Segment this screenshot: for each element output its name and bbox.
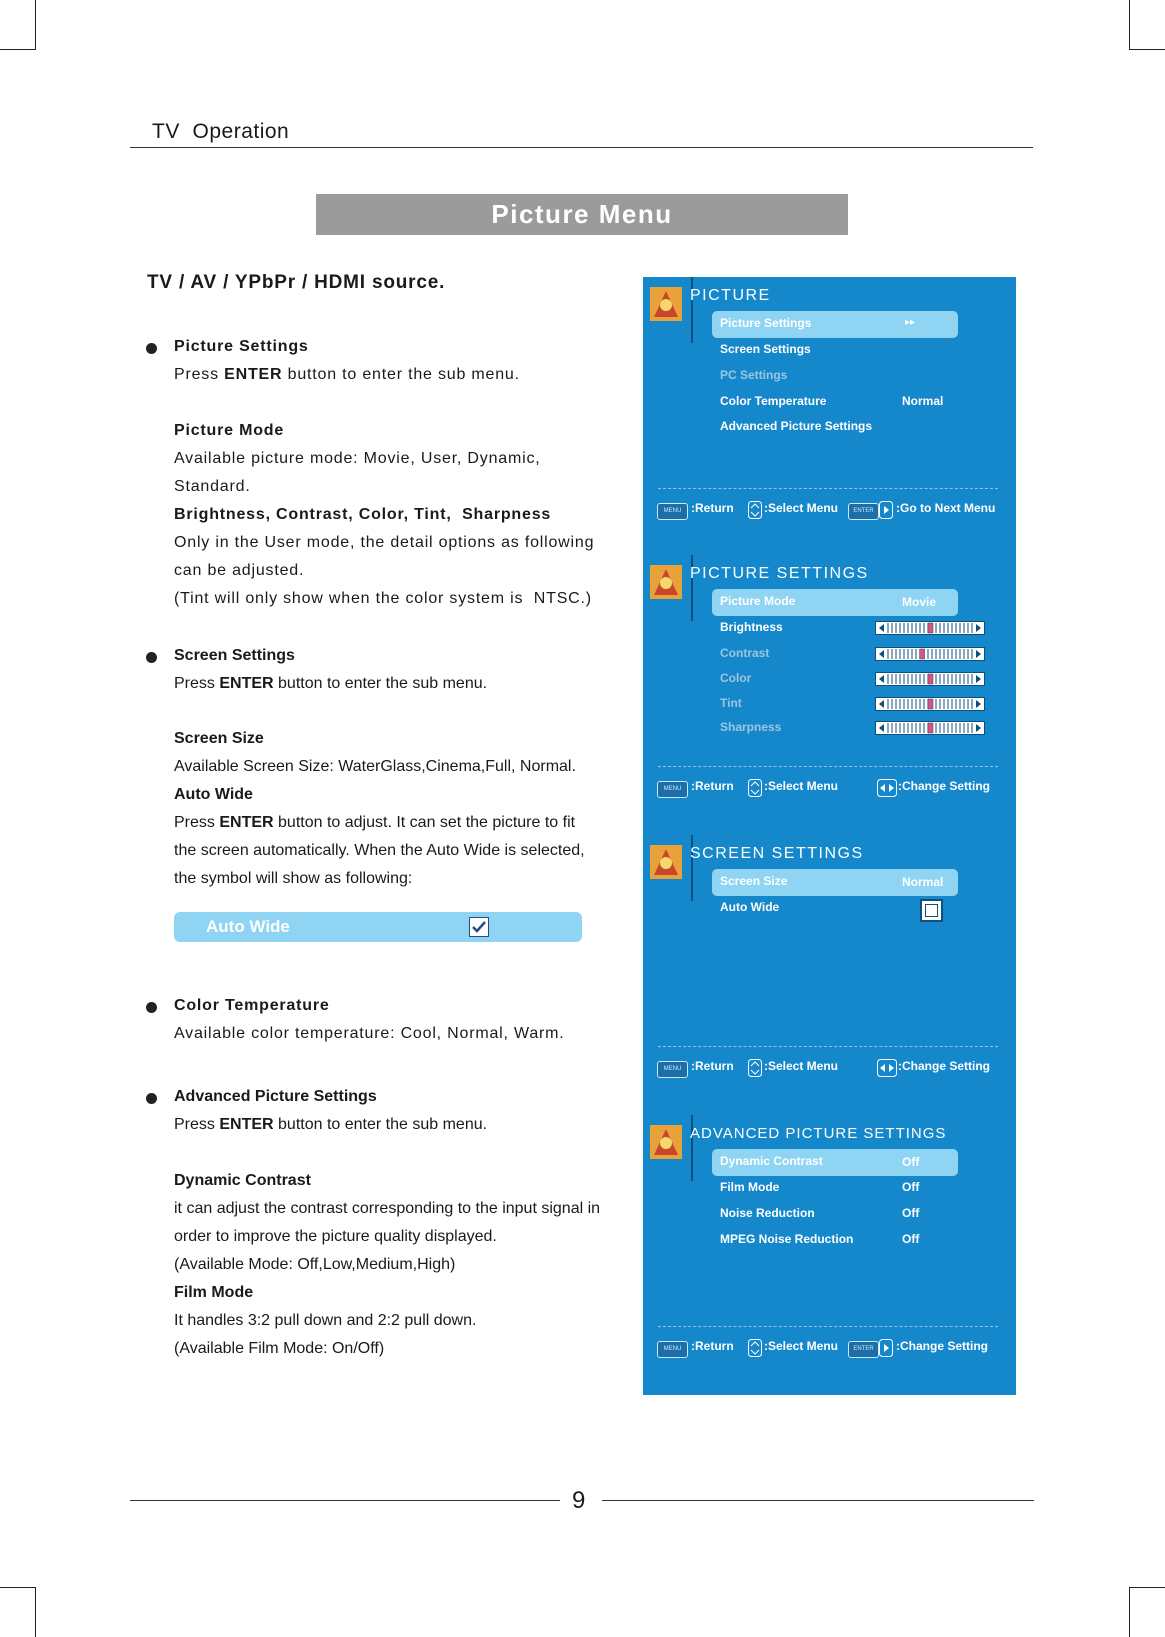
auto-wide-example-bar: [174, 912, 582, 942]
panel-title: PICTURE SETTINGS: [690, 565, 869, 582]
screen-size-desc: Available Screen Size: WaterGlass,Cinema,Full, Normal.: [174, 758, 576, 775]
enter-key-icon: ENTER: [848, 1341, 879, 1358]
source-heading: TV / AV / YPbPr / HDMI source.: [147, 272, 446, 293]
menu-logo-icon: [650, 287, 682, 321]
brightness-slider[interactable]: [875, 621, 985, 635]
dynamic-contrast-desc-3: (Available Mode: Off,Low,Medium,High): [174, 1256, 456, 1273]
brightness-desc-2: can be adjusted.: [174, 562, 305, 579]
panel-title: PICTURE: [690, 287, 771, 304]
return-hint: :Return: [691, 501, 734, 515]
screen-settings-desc: Press ENTER button to enter the sub menu.: [174, 675, 488, 692]
crop-mark: [35, 0, 36, 50]
auto-wide-heading: Auto Wide: [174, 786, 253, 803]
menu-item-picture-settings[interactable]: Picture Settings: [720, 316, 812, 330]
select-menu-hint: :Select Menu: [764, 779, 839, 793]
return-hint: :Return: [691, 779, 734, 793]
menu-item-color-temperature[interactable]: Color Temperature: [720, 394, 827, 408]
up-down-icon: [748, 779, 762, 797]
footer-divider: [658, 766, 998, 767]
dynamic-contrast-heading: Dynamic Contrast: [174, 1172, 311, 1189]
auto-wide-example-label: Auto Wide: [206, 917, 290, 936]
menu-item-screen-settings[interactable]: Screen Settings: [720, 342, 811, 356]
panel-title: ADVANCED PICTURE SETTINGS: [690, 1125, 947, 1142]
right-arrow-icon: [879, 501, 893, 519]
menu-logo-icon: [650, 845, 682, 879]
menu-item-tint: Tint: [720, 696, 742, 710]
change-setting-hint: :Change Setting: [898, 779, 990, 793]
osd-picture-panel: [643, 277, 1016, 557]
menu-item-advanced-settings[interactable]: Advanced Picture Settings: [720, 419, 873, 433]
picture-mode-heading: Picture Mode: [174, 422, 285, 439]
osd-screen-settings-panel: [643, 835, 1016, 1115]
panel-title: SCREEN SETTINGS: [690, 845, 864, 862]
return-hint: :Return: [691, 1339, 734, 1353]
brightness-desc-1: Only in the User mode, the detail options as following: [174, 534, 595, 551]
footer-divider: [658, 1046, 998, 1047]
noise-reduction-value: Off: [902, 1206, 920, 1220]
color-slider[interactable]: [875, 672, 985, 686]
film-mode-heading: Film Mode: [174, 1284, 254, 1301]
slider-knob: [920, 649, 925, 659]
crop-mark: [1129, 1587, 1165, 1588]
auto-wide-desc-2: the screen automatically. When the Auto Wide is selected,: [174, 842, 585, 859]
menu-item-picture-mode[interactable]: Picture Mode: [720, 594, 796, 608]
select-menu-hint: :Select Menu: [764, 1059, 839, 1073]
picture-mode-desc-1: Available picture mode: Movie, User, Dynamic,: [174, 450, 541, 467]
change-setting-hint: :Change Setting: [898, 1059, 990, 1073]
menu-item-mpeg-noise-reduction[interactable]: MPEG Noise Reduction: [720, 1232, 854, 1246]
return-hint: :Return: [691, 1059, 734, 1073]
film-mode-value: Off: [902, 1180, 920, 1194]
auto-wide-checkbox[interactable]: [920, 899, 943, 922]
menu-logo-icon: [650, 565, 682, 599]
footer-divider-right: [602, 1500, 1034, 1501]
menu-key-icon: MENU: [657, 1061, 688, 1078]
screen-settings-heading: Screen Settings: [174, 647, 295, 664]
auto-wide-desc-1: Press ENTER button to adjust. It can set the picture to fit: [174, 814, 576, 831]
change-setting-hint: :Change Setting: [896, 1339, 988, 1353]
menu-item-color: Color: [720, 671, 752, 685]
footer-divider: [658, 1326, 998, 1327]
osd-advanced-settings-panel: [643, 1115, 1016, 1395]
film-mode-desc-1: It handles 3:2 pull down and 2:2 pull down.: [174, 1312, 477, 1329]
menu-item-pc-settings: PC Settings: [720, 368, 788, 382]
dynamic-contrast-desc-1: it can adjust the contrast corresponding to the input signal in: [174, 1200, 601, 1217]
section-title: TV Operation: [152, 120, 290, 143]
menu-item-screen-size[interactable]: Screen Size: [720, 874, 788, 888]
brightness-desc-3: (Tint will only show when the color system is NTSC.): [174, 590, 592, 607]
menu-key-icon: MENU: [657, 503, 688, 520]
dynamic-contrast-value: Off: [902, 1155, 920, 1169]
left-right-icon: [877, 779, 897, 797]
slider-knob: [928, 723, 933, 733]
slider-knob: [928, 674, 933, 684]
footer-divider-left: [130, 1500, 560, 1501]
menu-item-sharpness: Sharpness: [720, 720, 782, 734]
menu-item-brightness[interactable]: Brightness: [720, 620, 783, 634]
select-menu-hint: :Select Menu: [764, 501, 839, 515]
sharpness-slider[interactable]: [875, 721, 985, 735]
crop-mark: [1129, 1587, 1130, 1637]
screen-size-value: Normal: [902, 875, 944, 889]
select-menu-hint: :Select Menu: [764, 1339, 839, 1353]
advanced-settings-desc: Press ENTER button to enter the sub menu.: [174, 1116, 488, 1133]
right-arrow-icon: [879, 1339, 893, 1357]
menu-item-auto-wide[interactable]: Auto Wide: [720, 900, 780, 914]
bullet: [146, 1093, 157, 1104]
mpeg-noise-reduction-value: Off: [902, 1232, 920, 1246]
header-divider: [130, 147, 1033, 148]
menu-key-icon: MENU: [657, 1341, 688, 1358]
crop-mark: [0, 1587, 36, 1588]
color-temperature-value: Normal: [902, 394, 944, 408]
menu-item-dynamic-contrast[interactable]: Dynamic Contrast: [720, 1154, 823, 1168]
left-right-icon: [877, 1059, 897, 1077]
color-temperature-desc: Available color temperature: Cool, Normal, Warm.: [174, 1025, 565, 1042]
osd-picture-settings-panel: [643, 555, 1016, 835]
color-temperature-heading: Color Temperature: [174, 997, 330, 1014]
bullet: [146, 652, 157, 663]
bullet: [146, 343, 157, 354]
menu-item-film-mode[interactable]: Film Mode: [720, 1180, 780, 1194]
picture-settings-desc: Press ENTER button to enter the sub menu.: [174, 366, 520, 383]
slider-knob: [928, 699, 933, 709]
advanced-settings-heading: Advanced Picture Settings: [174, 1088, 377, 1105]
slider-knob: [928, 623, 933, 633]
up-down-icon: [748, 1059, 762, 1077]
crop-mark: [35, 1587, 36, 1637]
brightness-heading: Brightness, Contrast, Color, Tint, Sharpness: [174, 506, 552, 523]
auto-wide-desc-3: the symbol will show as following:: [174, 870, 413, 887]
crop-mark: [1129, 49, 1165, 50]
tint-slider[interactable]: [875, 697, 985, 711]
up-down-icon: [748, 1339, 762, 1357]
screen-size-heading: Screen Size: [174, 730, 264, 747]
checkbox-inner: [925, 904, 938, 917]
contrast-slider[interactable]: [875, 647, 985, 661]
menu-item-contrast: Contrast: [720, 646, 770, 660]
next-menu-hint: :Go to Next Menu: [896, 501, 996, 515]
submenu-arrows-icon: ▸▸: [905, 317, 916, 328]
bullet: [146, 1002, 157, 1013]
up-down-icon: [748, 501, 762, 519]
film-mode-desc-2: (Available Film Mode: On/Off): [174, 1340, 385, 1357]
picture-menu-banner: Picture Menu: [316, 194, 848, 235]
menu-logo-icon: [650, 1125, 682, 1159]
checked-checkbox-icon: [469, 917, 489, 937]
menu-key-icon: MENU: [657, 781, 688, 798]
picture-mode-desc-2: Standard.: [174, 478, 251, 495]
crop-mark: [1129, 0, 1130, 50]
page-number: 9: [572, 1487, 586, 1514]
crop-mark: [0, 49, 36, 50]
enter-key-icon: ENTER: [848, 503, 879, 520]
dynamic-contrast-desc-2: order to improve the picture quality displayed.: [174, 1228, 497, 1245]
picture-mode-value: Movie: [902, 595, 937, 609]
picture-settings-heading: Picture Settings: [174, 338, 309, 355]
menu-item-noise-reduction[interactable]: Noise Reduction: [720, 1206, 815, 1220]
footer-divider: [658, 488, 998, 489]
